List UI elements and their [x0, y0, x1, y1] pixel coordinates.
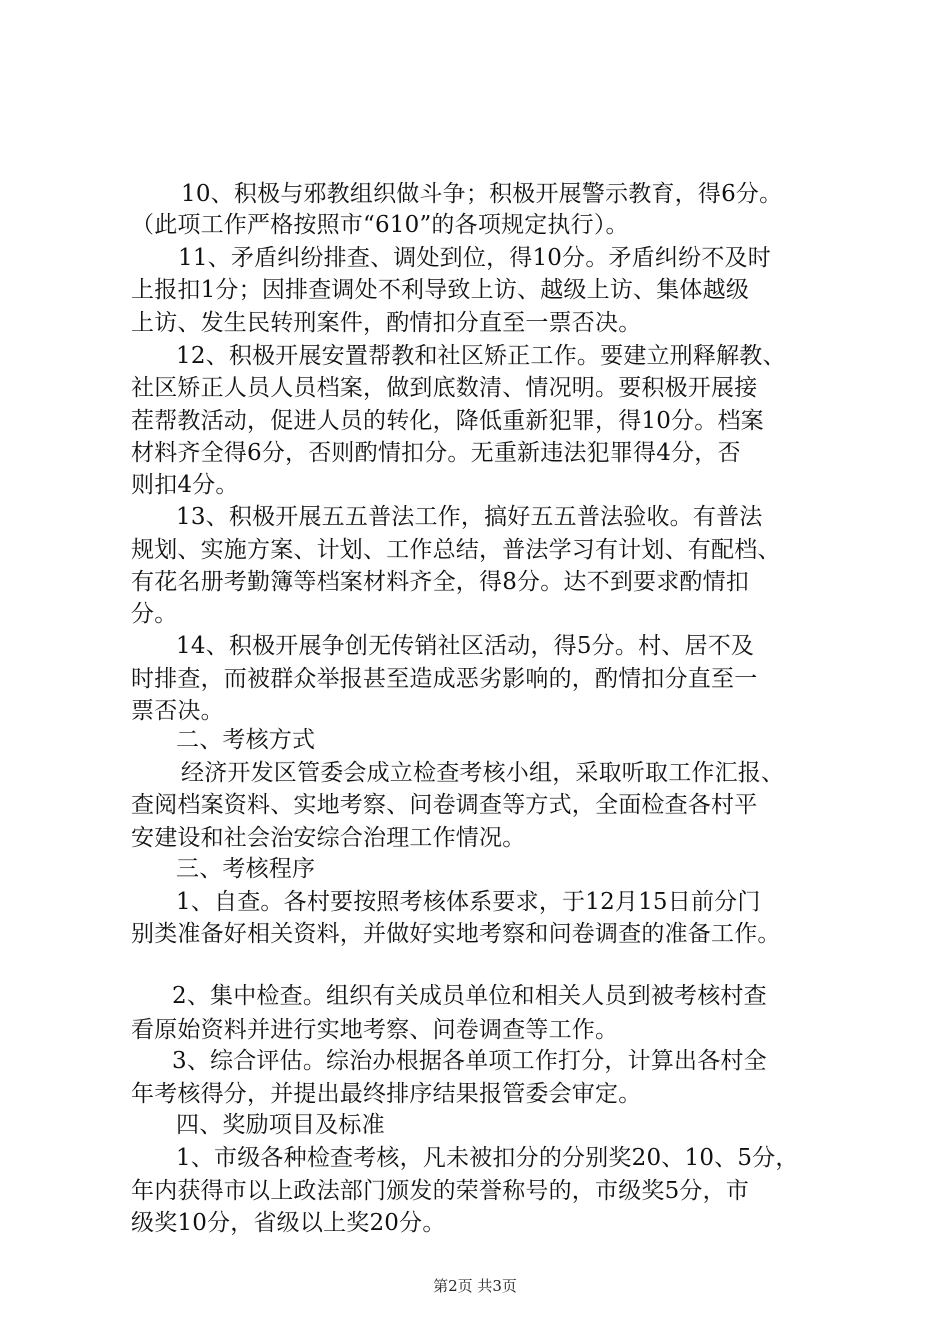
text-line: （此项工作严格按照市“610”的各项规定执行）。 — [131, 212, 629, 238]
text-line: 票否决。 — [131, 698, 224, 724]
text-line: 查阅档案资料、实地考察、问卷调查等方式，全面检查各村平 — [131, 792, 758, 818]
text-line: 社区矫正人员人员档案，做到底数清、情况明。要积极开展接 — [131, 375, 758, 401]
section-heading: 四、奖励项目及标准 — [176, 1112, 385, 1138]
text-line: 3、综合评估。综治办根据各单项工作打分，计算出各村全 — [172, 1048, 767, 1074]
text-line: 11、矛盾纠纷排查、调处到位，得10分。矛盾纠纷不及时 — [178, 245, 771, 271]
text-line: 1、市级各种检查考核，凡未被扣分的分别奖20、10、5分， — [176, 1145, 799, 1171]
text-line: 13、积极开展五五普法工作，搞好五五普法验收。有普法 — [176, 504, 763, 530]
text-line: 看原始资料并进行实地考察、问卷调查等工作。 — [131, 1017, 619, 1043]
text-line: 2、集中检查。组织有关成员单位和相关人员到被考核村查 — [172, 983, 767, 1009]
text-line: 10、积极与邪教组织做斗争；积极开展警示教育，得6分。 — [181, 181, 783, 207]
text-line: 规划、实施方案、计划、工作总结，普法学习有计划、有配档、 — [131, 537, 781, 563]
text-line: 时排查，而被群众举报甚至造成恶劣影响的，酌情扣分直至一 — [131, 666, 758, 692]
text-line: 年内获得市以上政法部门颁发的荣誉称号的，市级奖5分，市 — [131, 1178, 750, 1204]
text-line: 上报扣1分；因排查调处不利导致上访、越级上访、集体越级 — [131, 277, 750, 303]
text-line: 经济开发区管委会成立检查考核小组，采取听取工作汇报、 — [181, 760, 785, 786]
text-line: 安建设和社会治安综合治理工作情况。 — [131, 825, 526, 851]
text-line: 材料齐全得6分，否则酌情扣分。无重新违法犯罪得4分，否 — [131, 440, 741, 466]
text-line: 14、积极开展争创无传销社区活动，得5分。村、居不及 — [176, 633, 755, 659]
text-line: 别类准备好相关资料，并做好实地考察和问卷调查的准备工作。 — [131, 921, 781, 947]
text-line: 有花名册考勤簿等档案材料齐全，得8分。达不到要求酌情扣 — [131, 569, 750, 595]
text-line: 分。 — [131, 601, 178, 627]
text-line: 1、自查。各村要按照考核体系要求，于12月15日前分门 — [176, 889, 761, 915]
page-number-footer: 第2页 共3页 — [433, 1277, 517, 1295]
section-heading: 三、考核程序 — [176, 856, 316, 882]
text-line: 则扣4分。 — [131, 472, 239, 498]
text-line: 上访、发生民转刑案件，酌情扣分直至一票否决。 — [131, 310, 642, 336]
text-line: 12、积极开展安置帮教和社区矫正工作。要建立刑释解教、 — [176, 343, 786, 369]
text-line: 年考核得分，并提出最终排序结果报管委会审定。 — [131, 1081, 642, 1107]
section-heading: 二、考核方式 — [176, 727, 316, 753]
text-line: 级奖10分，省级以上奖20分。 — [131, 1210, 446, 1236]
text-line: 茬帮教活动，促进人员的转化，降低重新犯罪，得10分。档案 — [131, 408, 764, 434]
